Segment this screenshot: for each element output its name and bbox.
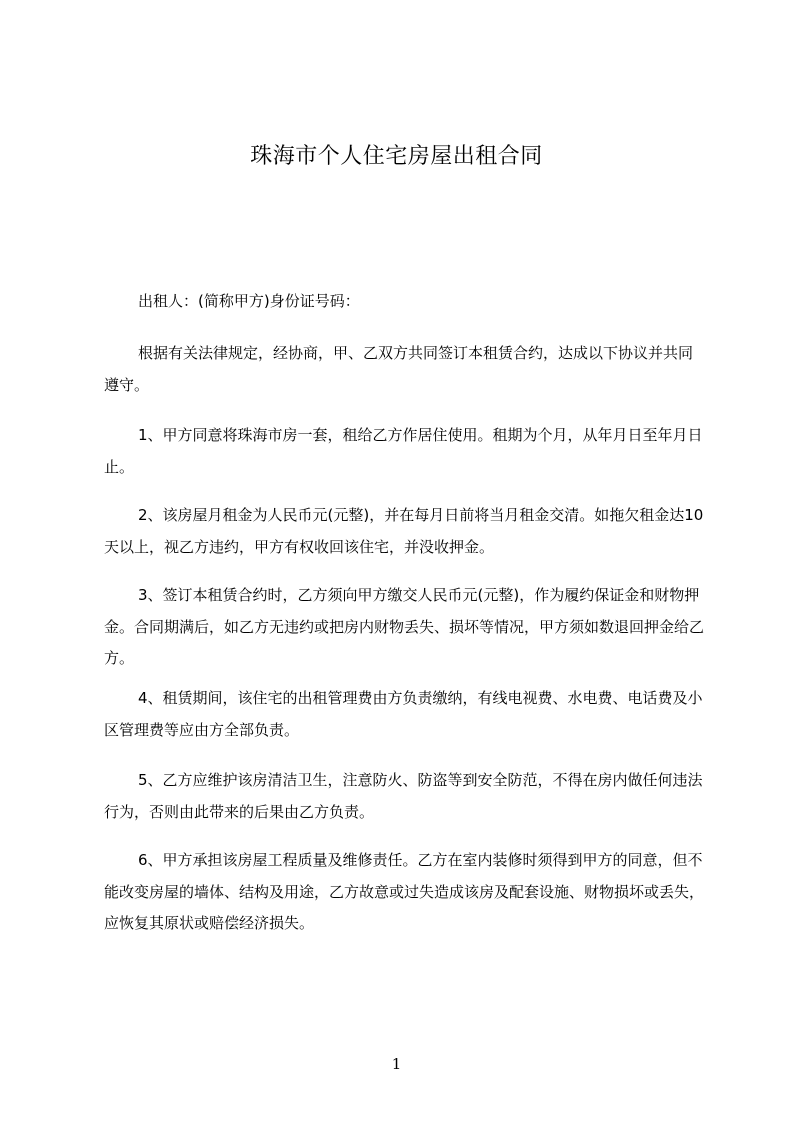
clause-4-paragraph: 4、租赁期间，该住宅的出租管理费由方负责缴纳，有线电视费、水电费、电话费及小区管理费等应由方全部负责。 [104, 689, 703, 739]
document-title: 珠海市个人住宅房屋出租合同 [250, 144, 543, 169]
lessor-info-paragraph: 出租人：(简称甲方)身份证号码： [138, 292, 360, 310]
clause-3-paragraph: 3、签订本租赁合约时，乙方须向甲方缴交人民币元(元整)，作为履约保证金和财物押金。合同期满后，如乙方无违约或把房内财物丢失、损坏等情况，甲方须如数退回押金给乙方。 [104, 586, 705, 667]
preamble-paragraph: 根据有关法律规定，经协商，甲、乙双方共同签订本租赁合约，达成以下协议并共同遵守。 [104, 344, 694, 394]
clause-6-paragraph: 6、甲方承担该房屋工程质量及维修责任。乙方在室内装修时须得到甲方的同意，但不能改变房屋的墙体、结构及用途，乙方故意或过失造成该房及配套设施、财物损坏或丢失，应恢复其原状或赔偿经济损失。 [104, 851, 705, 932]
page-number: 1 [391, 1055, 402, 1073]
clause-1-paragraph: 1、甲方同意将珠海市房一套，租给乙方作居住使用。租期为个月，从年月日至年月日止。 [104, 426, 703, 476]
clause-2-paragraph: 2、该房屋月租金为人民币元(元整)，并在每月日前将当月租金交清。如拖欠租金达10天以上，视乙方违约，甲方有权收回该住宅，并没收押金。 [104, 506, 704, 556]
clause-5-paragraph: 5、乙方应维护该房清洁卫生，注意防火、防盗等到安全防范，不得在房内做任何违法行为，否则由此带来的后果由乙方负责。 [104, 771, 703, 821]
